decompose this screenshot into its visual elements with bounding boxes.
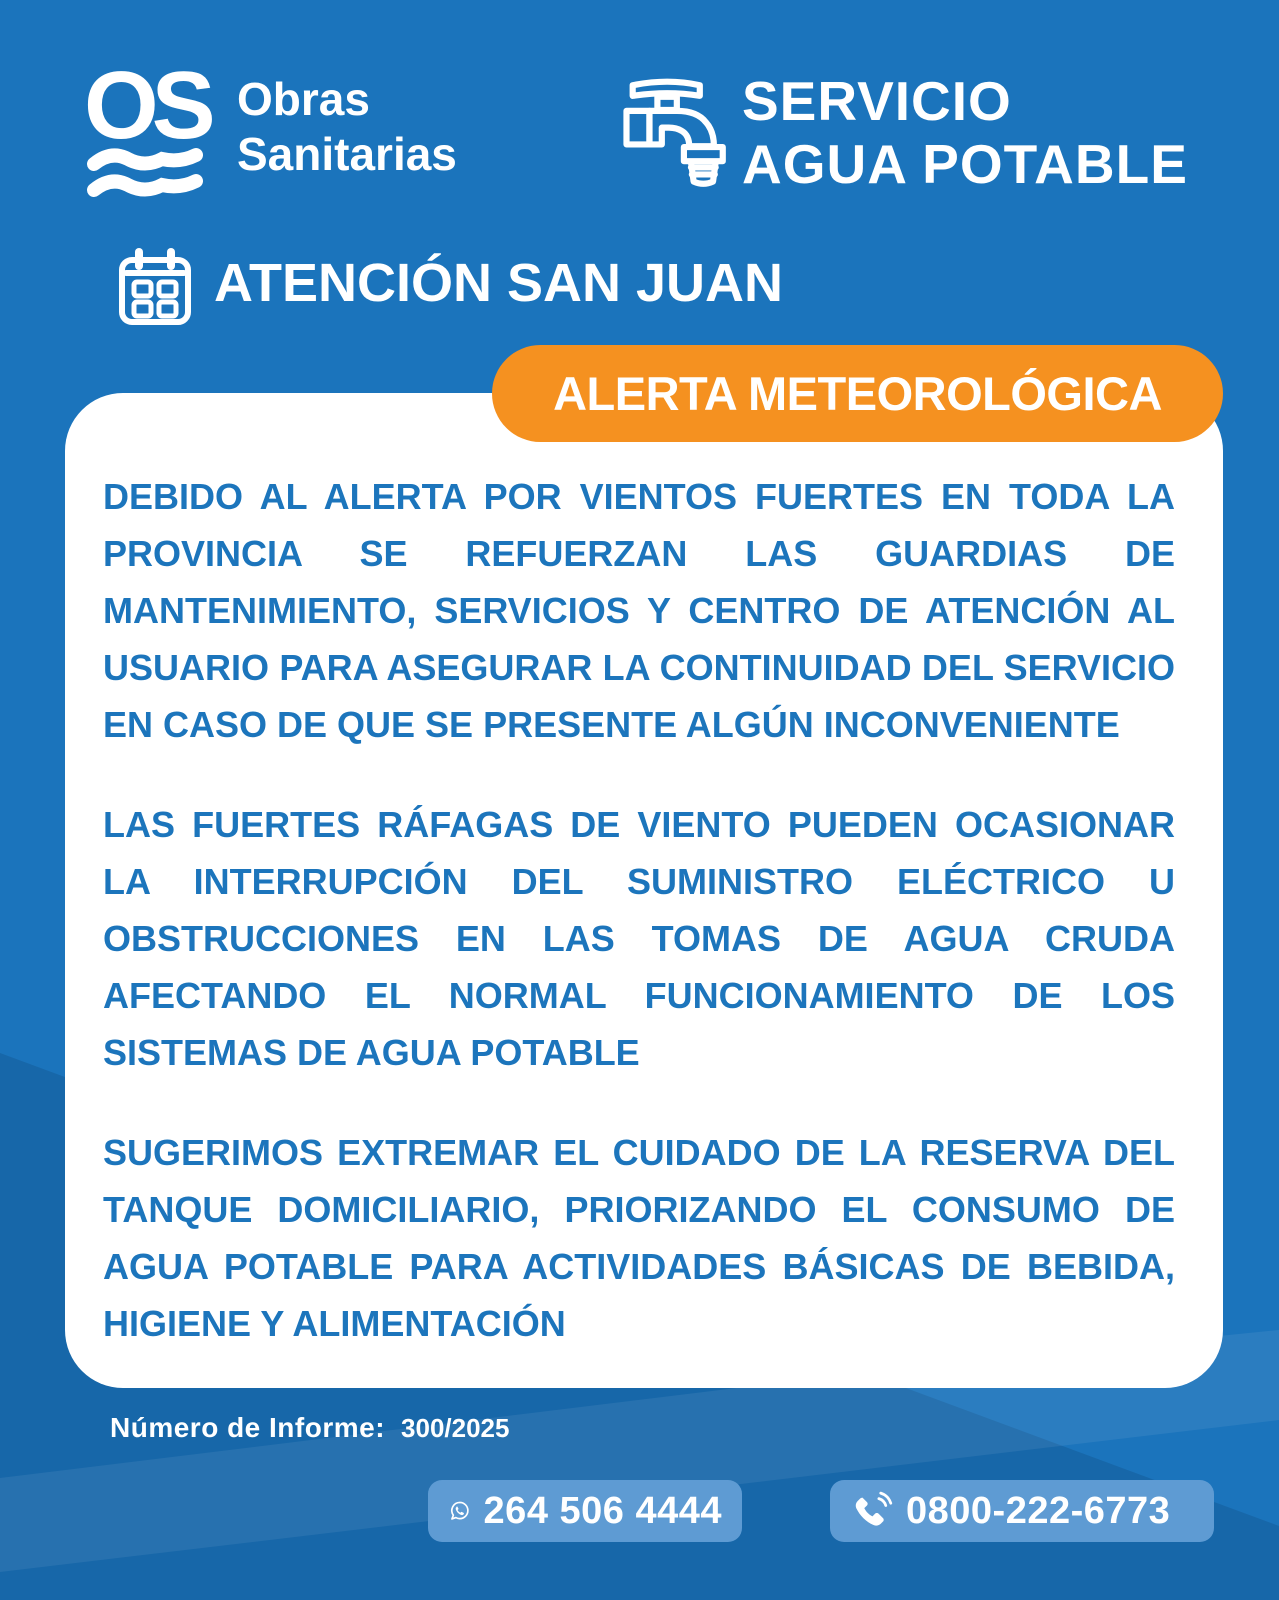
service-title-line1: SERVICIO: [742, 70, 1012, 132]
phone-number: 0800-222-6773: [906, 1489, 1171, 1532]
org-name-line2: Sanitarias: [237, 128, 457, 180]
faucet-icon: [606, 72, 730, 208]
attention-title: ATENCIÓN SAN JUAN: [214, 253, 784, 313]
os-logo: [84, 52, 214, 208]
whatsapp-number: 264 506 4444: [483, 1489, 722, 1532]
org-name: [237, 72, 457, 182]
report-number-line: [110, 1412, 509, 1444]
water-waves-icon: [86, 142, 204, 212]
service-title: [742, 70, 1188, 196]
report-number-value: 300/2025: [401, 1413, 510, 1443]
os-logo-letters: OS: [84, 52, 209, 159]
report-number-label: Número de Informe:: [110, 1412, 386, 1443]
whatsapp-icon: [448, 1488, 472, 1534]
org-name-line1: Obras: [237, 73, 370, 125]
phone-ringing-icon: [850, 1489, 894, 1533]
service-title-line2: AGUA POTABLE: [742, 133, 1188, 195]
calendar-icon: [112, 246, 198, 332]
whatsapp-contact-button[interactable]: [428, 1480, 742, 1542]
body-paragraph-1: DEBIDO AL ALERTA POR VIENTOS FUERTES EN TODA LA PROVINCIA SE REFUERZAN LAS GUARDIAS DE MANTENIMIENTO, SERVICIOS Y CENTRO DE ATENCIÓN AL USUARIO PARA ASEGURAR LA CONTINUIDAD DEL SERVICIO EN CASO DE QUE SE PRESENTE ALGÚN INCONVENIENTE: [103, 476, 1175, 745]
body-paragraph-3: SUGERIMOS EXTREMAR EL CUIDADO DE LA RESERVA DEL TANQUE DOMICILIARIO, PRIORIZANDO EL CONSUMO DE AGUA POTABLE PARA ACTIVIDADES BÁSICAS DE BEBIDA, HIGIENE Y ALIMENTACIÓN: [103, 1132, 1175, 1344]
phone-contact-button[interactable]: [830, 1480, 1214, 1542]
alert-banner: [492, 345, 1223, 442]
alert-banner-label: ALERTA METEOROLÓGICA: [553, 367, 1162, 420]
body-paragraph-2: LAS FUERTES RÁFAGAS DE VIENTO PUEDEN OCASIONAR LA INTERRUPCIÓN DEL SUMINISTRO ELÉCTRICO U OBSTRUCCIONES EN LAS TOMAS DE AGUA CRUDA AFECTANDO EL NORMAL FUNCIONAMIENTO DE LOS SISTEMAS DE AGUA POTABLE: [103, 804, 1175, 1073]
alert-body-card: [65, 393, 1223, 1388]
